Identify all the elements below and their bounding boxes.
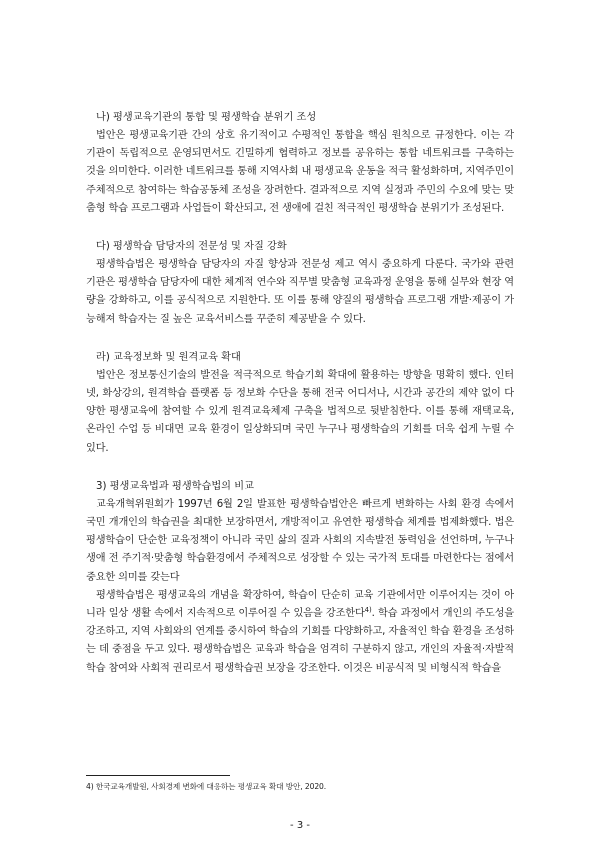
footnote-marker: 4) xyxy=(364,606,372,615)
section-integration xyxy=(86,110,514,218)
section-comparison xyxy=(86,479,514,678)
section-expertise xyxy=(86,239,514,329)
footnote: 4) 한국교육개발원, 사회경제 변화에 대응하는 평생교육 확대 방안, 2020. xyxy=(86,782,327,791)
section-heading: 나) 평생교육기관의 통합 및 평생학습 분위기 조성 xyxy=(96,112,317,123)
section-heading: 다) 평생학습 담당자의 전문성 및 자질 강화 xyxy=(96,241,287,253)
section-informatization xyxy=(86,350,514,458)
page-number: - 3 - xyxy=(290,820,310,831)
section-heading: 3) 평생교육법과 평생학습법의 비교 xyxy=(96,480,254,492)
paragraph-text: . 학습 과정에서 개인의 주도성을 강조하고, 지역 사회와의 연계를 중시하여 학습의 기회를 다양화하고, 자율적인 학습 환경을 조성하는 데 중점을 두고 있다. 평생학습법은 교육과 학습을 엄격히 구분하지 않고, 개인의 자율적·자발적 학습 참여와 사회적 권리로서 평생학습권 보장을 강조한다. 이것은 비공식적 및 비형식적 학습을 xyxy=(86,608,514,674)
section-heading: 라) 교육정보화 및 원격교육 확대 xyxy=(96,351,241,363)
paragraph: 법안은 평생교육기관 간의 상호 유기적이고 수평적인 통합을 핵심 원칙으로 규정한다. 이는 각 기관이 독립적으로 운영되면서도 긴밀하게 협력하고 정보를 공유하는 통합 네트워크를 구축하는 것을 의미한다. 이러한 네트워크를 통해 지역사회 내 평생교육 운동을 적극 활성화하며, 지역주민이 주체적으로 참여하는 학습공동체 조성을 장려한다. 결과적으로 지역 실정과 주민의 수요에 맞는 맞춤형 학습 프로그램과 사업들이 확산되고, 전 생애에 걸친 적극적인 평생학습 분위기가 조성된다. xyxy=(86,130,514,214)
paragraph: 법안은 정보통신기술의 발전을 적극적으로 학습기회 확대에 활용하는 방향을 명확히 했다. 인터넷, 화상강의, 원격학습 플랫폼 등 정보화 수단을 통해 전국 어디서나, 시간과 공간의 제약 없이 다양한 평생교육에 참여할 수 있게 원격교육체제 구축을 법적으로 뒷받침한다. 이를 통해 재택교육, 온라인 수업 등 비대면 교육 환경이 일상화되며 국민 누구나 평생학습의 기회를 더욱 쉽게 누릴 수 있다. xyxy=(86,369,514,454)
body-content xyxy=(86,110,514,678)
paragraph: 교육개혁위원회가 1997년 6월 2일 발표한 평생학습법안은 빠르게 변화하는 사회 환경 속에서 국민 개개인의 학습권을 최대한 보장하면서, 개방적이고 유연한 평생학습 체계를 법제화했다. 법은 평생학습이 단순한 교육정책이 아니라 국민 삶의 질과 사회의 지속발전 동력임을 선언하며, 누구나 생애 전 주기적·맞춤형 학습환경에서 주체적으로 성장할 수 있는 국가적 토대를 마련한다는 점에서 중요한 의미를 갖는다 xyxy=(86,498,514,583)
paragraph-text: 평생학습법은 평생교육의 개념을 확장하여, 학습이 단순히 교육 기관에서만 이루어지는 것이 아니라 일상 생활 속에서 지속적으로 이루어질 수 있음을 강조한다 xyxy=(86,589,514,620)
footnote-divider xyxy=(86,775,230,776)
paragraph xyxy=(86,587,514,678)
paragraph: 평생학습법은 평생학습 담당자의 자질 향상과 전문성 제고 역시 중요하게 다룬다. 국가와 관련 기관은 평생학습 담당자에 대한 체계적 연수와 직무별 맞춤형 교육과정 운영을 통해 실무와 현장 역량을 강화하고, 이를 공식적으로 지원한다. 또 이를 통해 양질의 평생학습 프로그램 개발·제공이 가능해져 학습자는 질 높은 교육서비스를 꾸준히 제공받을 수 있다. xyxy=(86,259,514,325)
